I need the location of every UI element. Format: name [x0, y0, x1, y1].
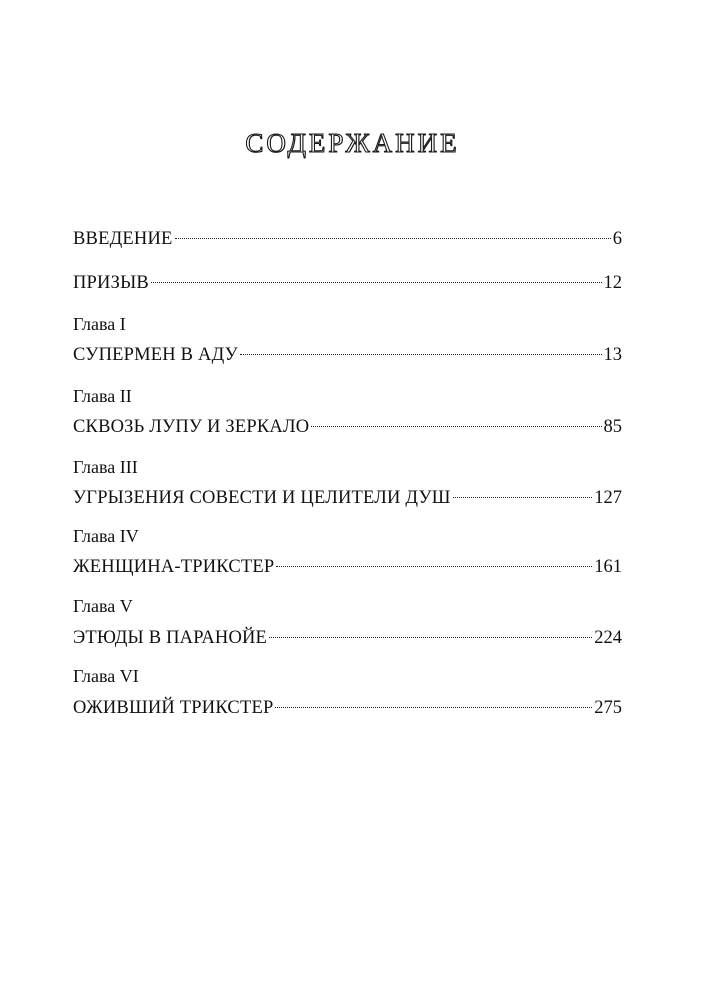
toc-page-number: 161: [594, 557, 622, 577]
page-title: СОДЕРЖАНИЕ: [245, 128, 460, 158]
toc-entry-label: ЖЕНЩИНА-ТРИКСТЕР: [73, 557, 275, 577]
toc-page-number: 275: [594, 698, 622, 718]
chapter-label: Глава III: [73, 457, 138, 477]
toc-entry-chapter-1[interactable]: [73, 336, 622, 365]
toc-entry-chapter-3[interactable]: [73, 479, 622, 508]
chapter-label: Глава IV: [73, 526, 139, 546]
toc-page-number: 13: [603, 345, 622, 365]
leader-dots: [175, 220, 611, 244]
toc-entry-label: УГРЫЗЕНИЯ СОВЕСТИ И ЦЕЛИТЕЛИ ДУШ: [73, 488, 451, 508]
toc-entry-label: ПРИЗЫВ: [73, 273, 149, 293]
chapter-label: Глава I: [73, 314, 126, 334]
toc-entry-chapter-6[interactable]: [73, 689, 622, 718]
leader-dots: [311, 408, 601, 432]
toc-entry-label: СКВОЗЬ ЛУПУ И ЗЕРКАЛО: [73, 417, 310, 437]
toc-entry-introduction[interactable]: [73, 220, 622, 249]
toc-page-number: 85: [603, 417, 622, 437]
toc-page-number: 224: [594, 628, 622, 648]
leader-dots: [276, 548, 592, 572]
toc-entry-call[interactable]: [73, 264, 622, 293]
toc-page-number: 127: [594, 488, 622, 508]
toc-entry-chapter-4[interactable]: [73, 548, 622, 577]
toc-page-number: 6: [612, 229, 622, 249]
leader-dots: [269, 619, 592, 643]
leader-dots: [275, 689, 592, 713]
leader-dots: [240, 336, 602, 360]
leader-dots: [151, 264, 602, 288]
chapter-label: Глава V: [73, 596, 133, 616]
toc-entry-label: ВВЕДЕНИЕ: [73, 229, 173, 249]
leader-dots: [453, 479, 593, 503]
toc-entry-label: ЭТЮДЫ В ПАРАНОЙЕ: [73, 628, 268, 648]
toc-entry-chapter-2[interactable]: [73, 408, 622, 437]
toc-page-number: 12: [603, 273, 622, 293]
toc-entry-label: СУПЕРМЕН В АДУ: [73, 345, 238, 365]
toc-entry-label: ОЖИВШИЙ ТРИКСТЕР: [73, 698, 274, 718]
chapter-label: Глава II: [73, 386, 132, 406]
toc-entry-chapter-5[interactable]: [73, 619, 622, 648]
chapter-label: Глава VI: [73, 666, 139, 686]
